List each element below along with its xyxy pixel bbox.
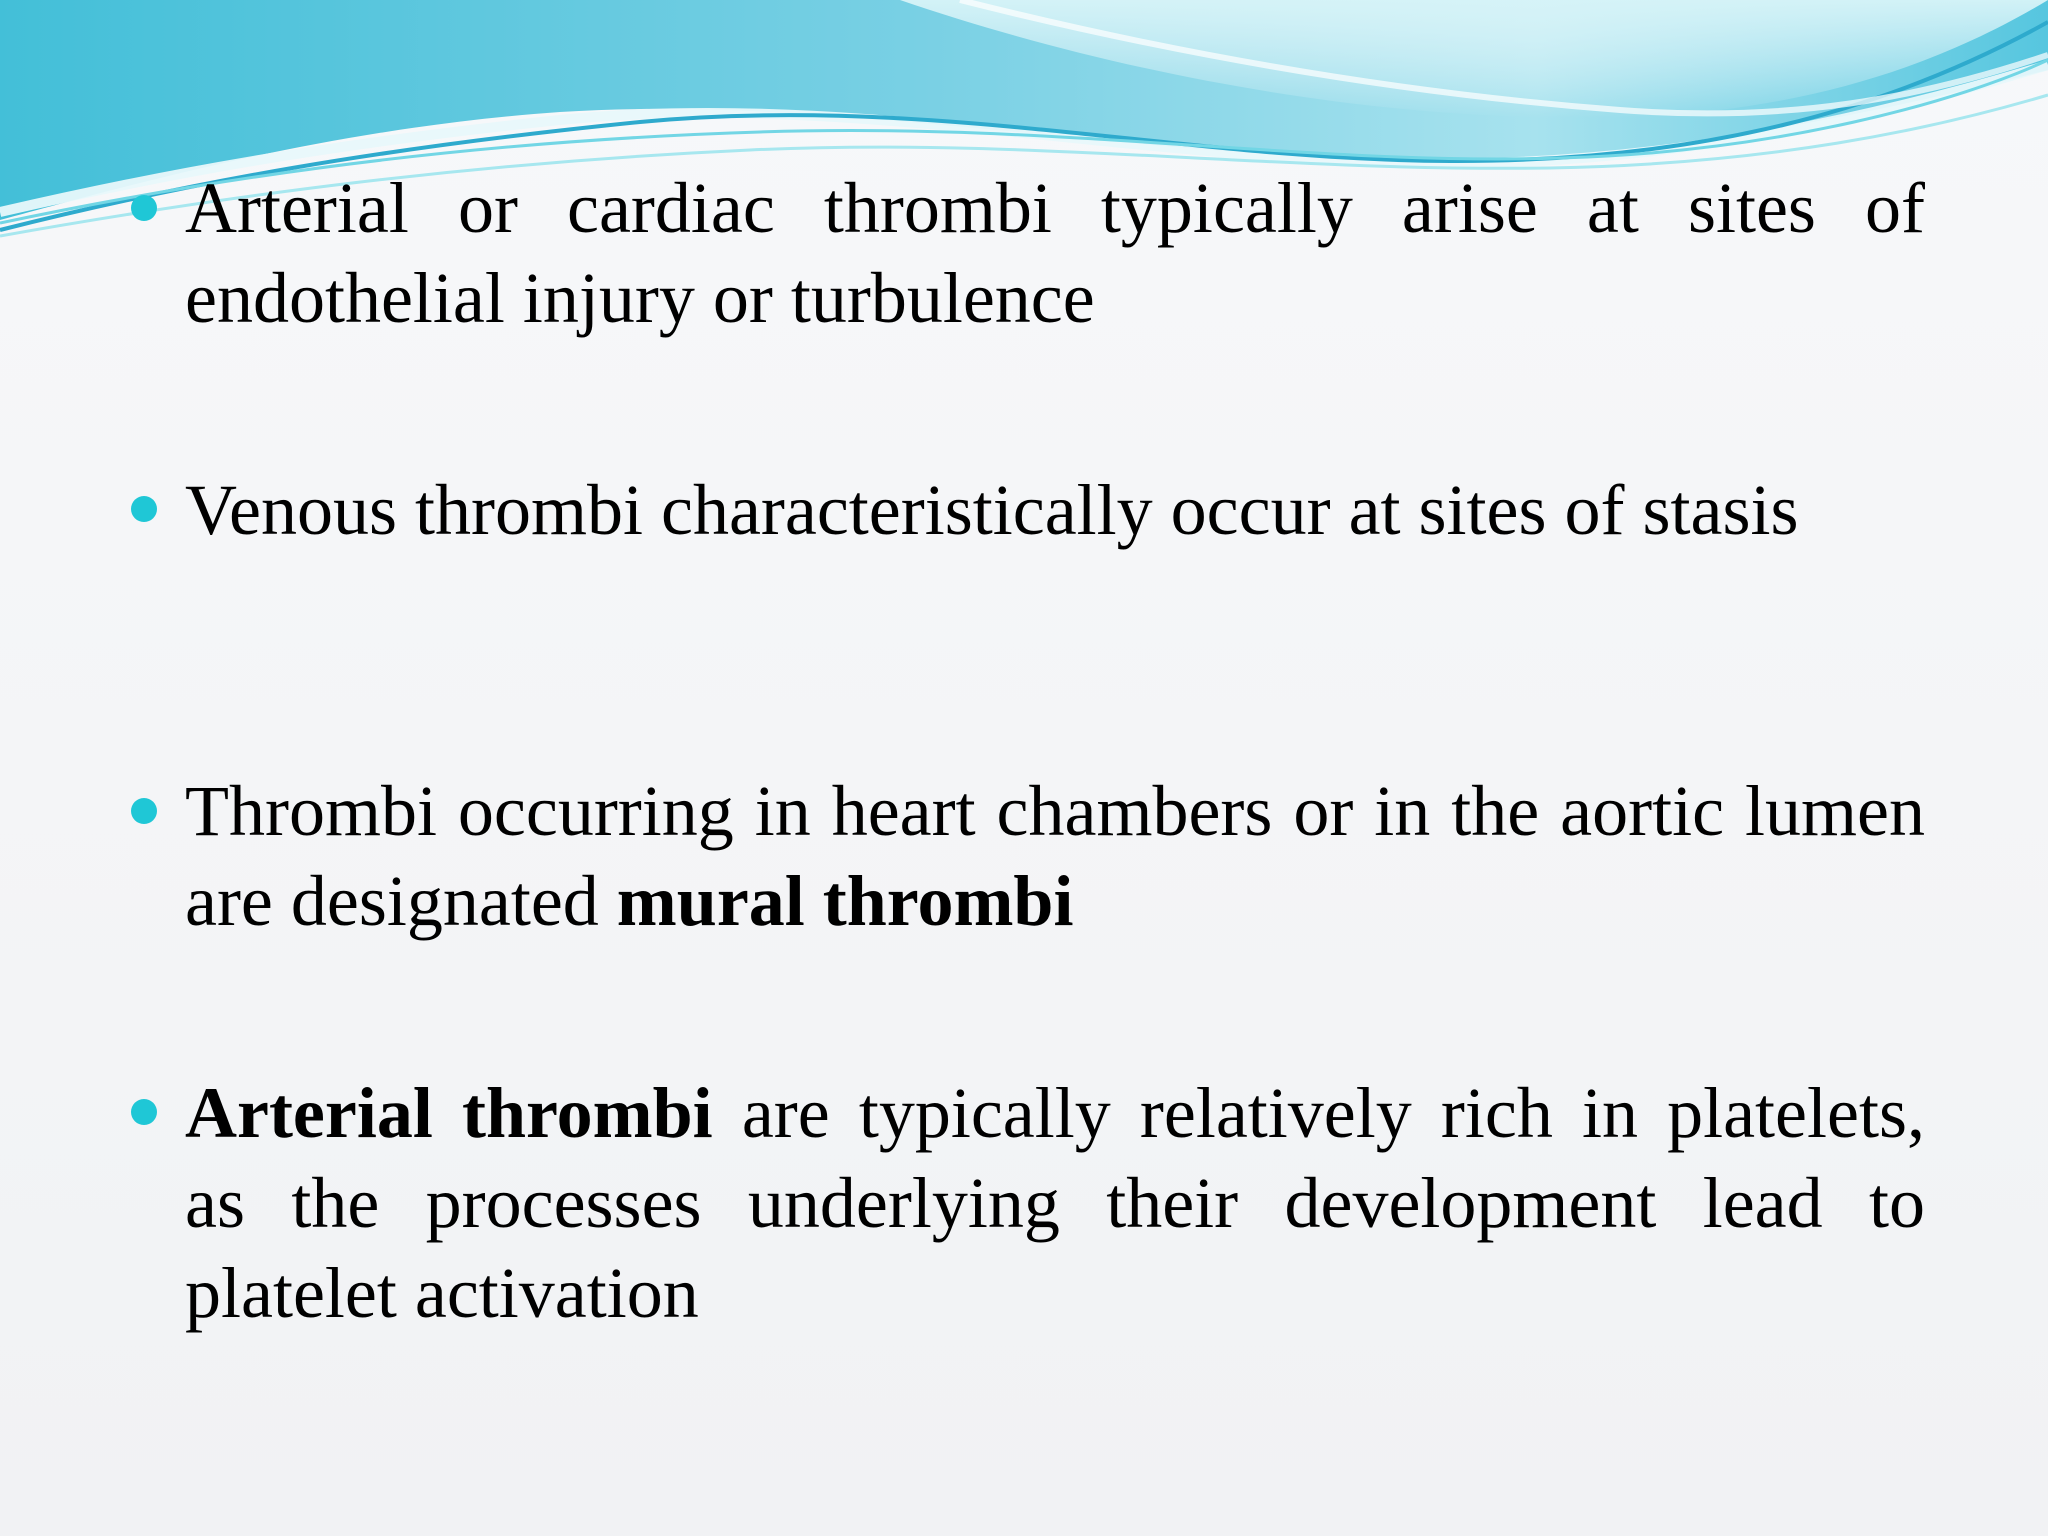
bullet-marker-icon: [131, 496, 157, 522]
bullet-text: Arterial or cardiac thrombi typically arise at sites of endothelial injury or turbulence: [185, 168, 1925, 338]
bullet-emphasis-mural-thrombi: mural thrombi: [616, 861, 1074, 941]
bullet-text: Venous thrombi characteristically occur at sites of stasis: [185, 470, 1799, 550]
bullet-text-prefix: Thrombi occurring in heart chambers or in the aortic lumen are designated: [185, 771, 1925, 941]
bullet-item-arterial-cardiac: [185, 163, 1925, 343]
bullet-item-venous: [185, 465, 1925, 555]
bullet-emphasis-arterial-thrombi: Arterial thrombi: [185, 1073, 713, 1153]
bullet-marker-icon: [131, 195, 157, 221]
bullet-marker-icon: [131, 798, 157, 824]
bullet-item-arterial-platelets: [185, 1068, 1925, 1338]
bullet-text-suffix: are typically relatively rich in platelets, as the processes underlying their development lead to platelet activation: [185, 1073, 1925, 1333]
bullet-item-mural: [185, 766, 1925, 946]
bullet-marker-icon: [131, 1099, 157, 1125]
